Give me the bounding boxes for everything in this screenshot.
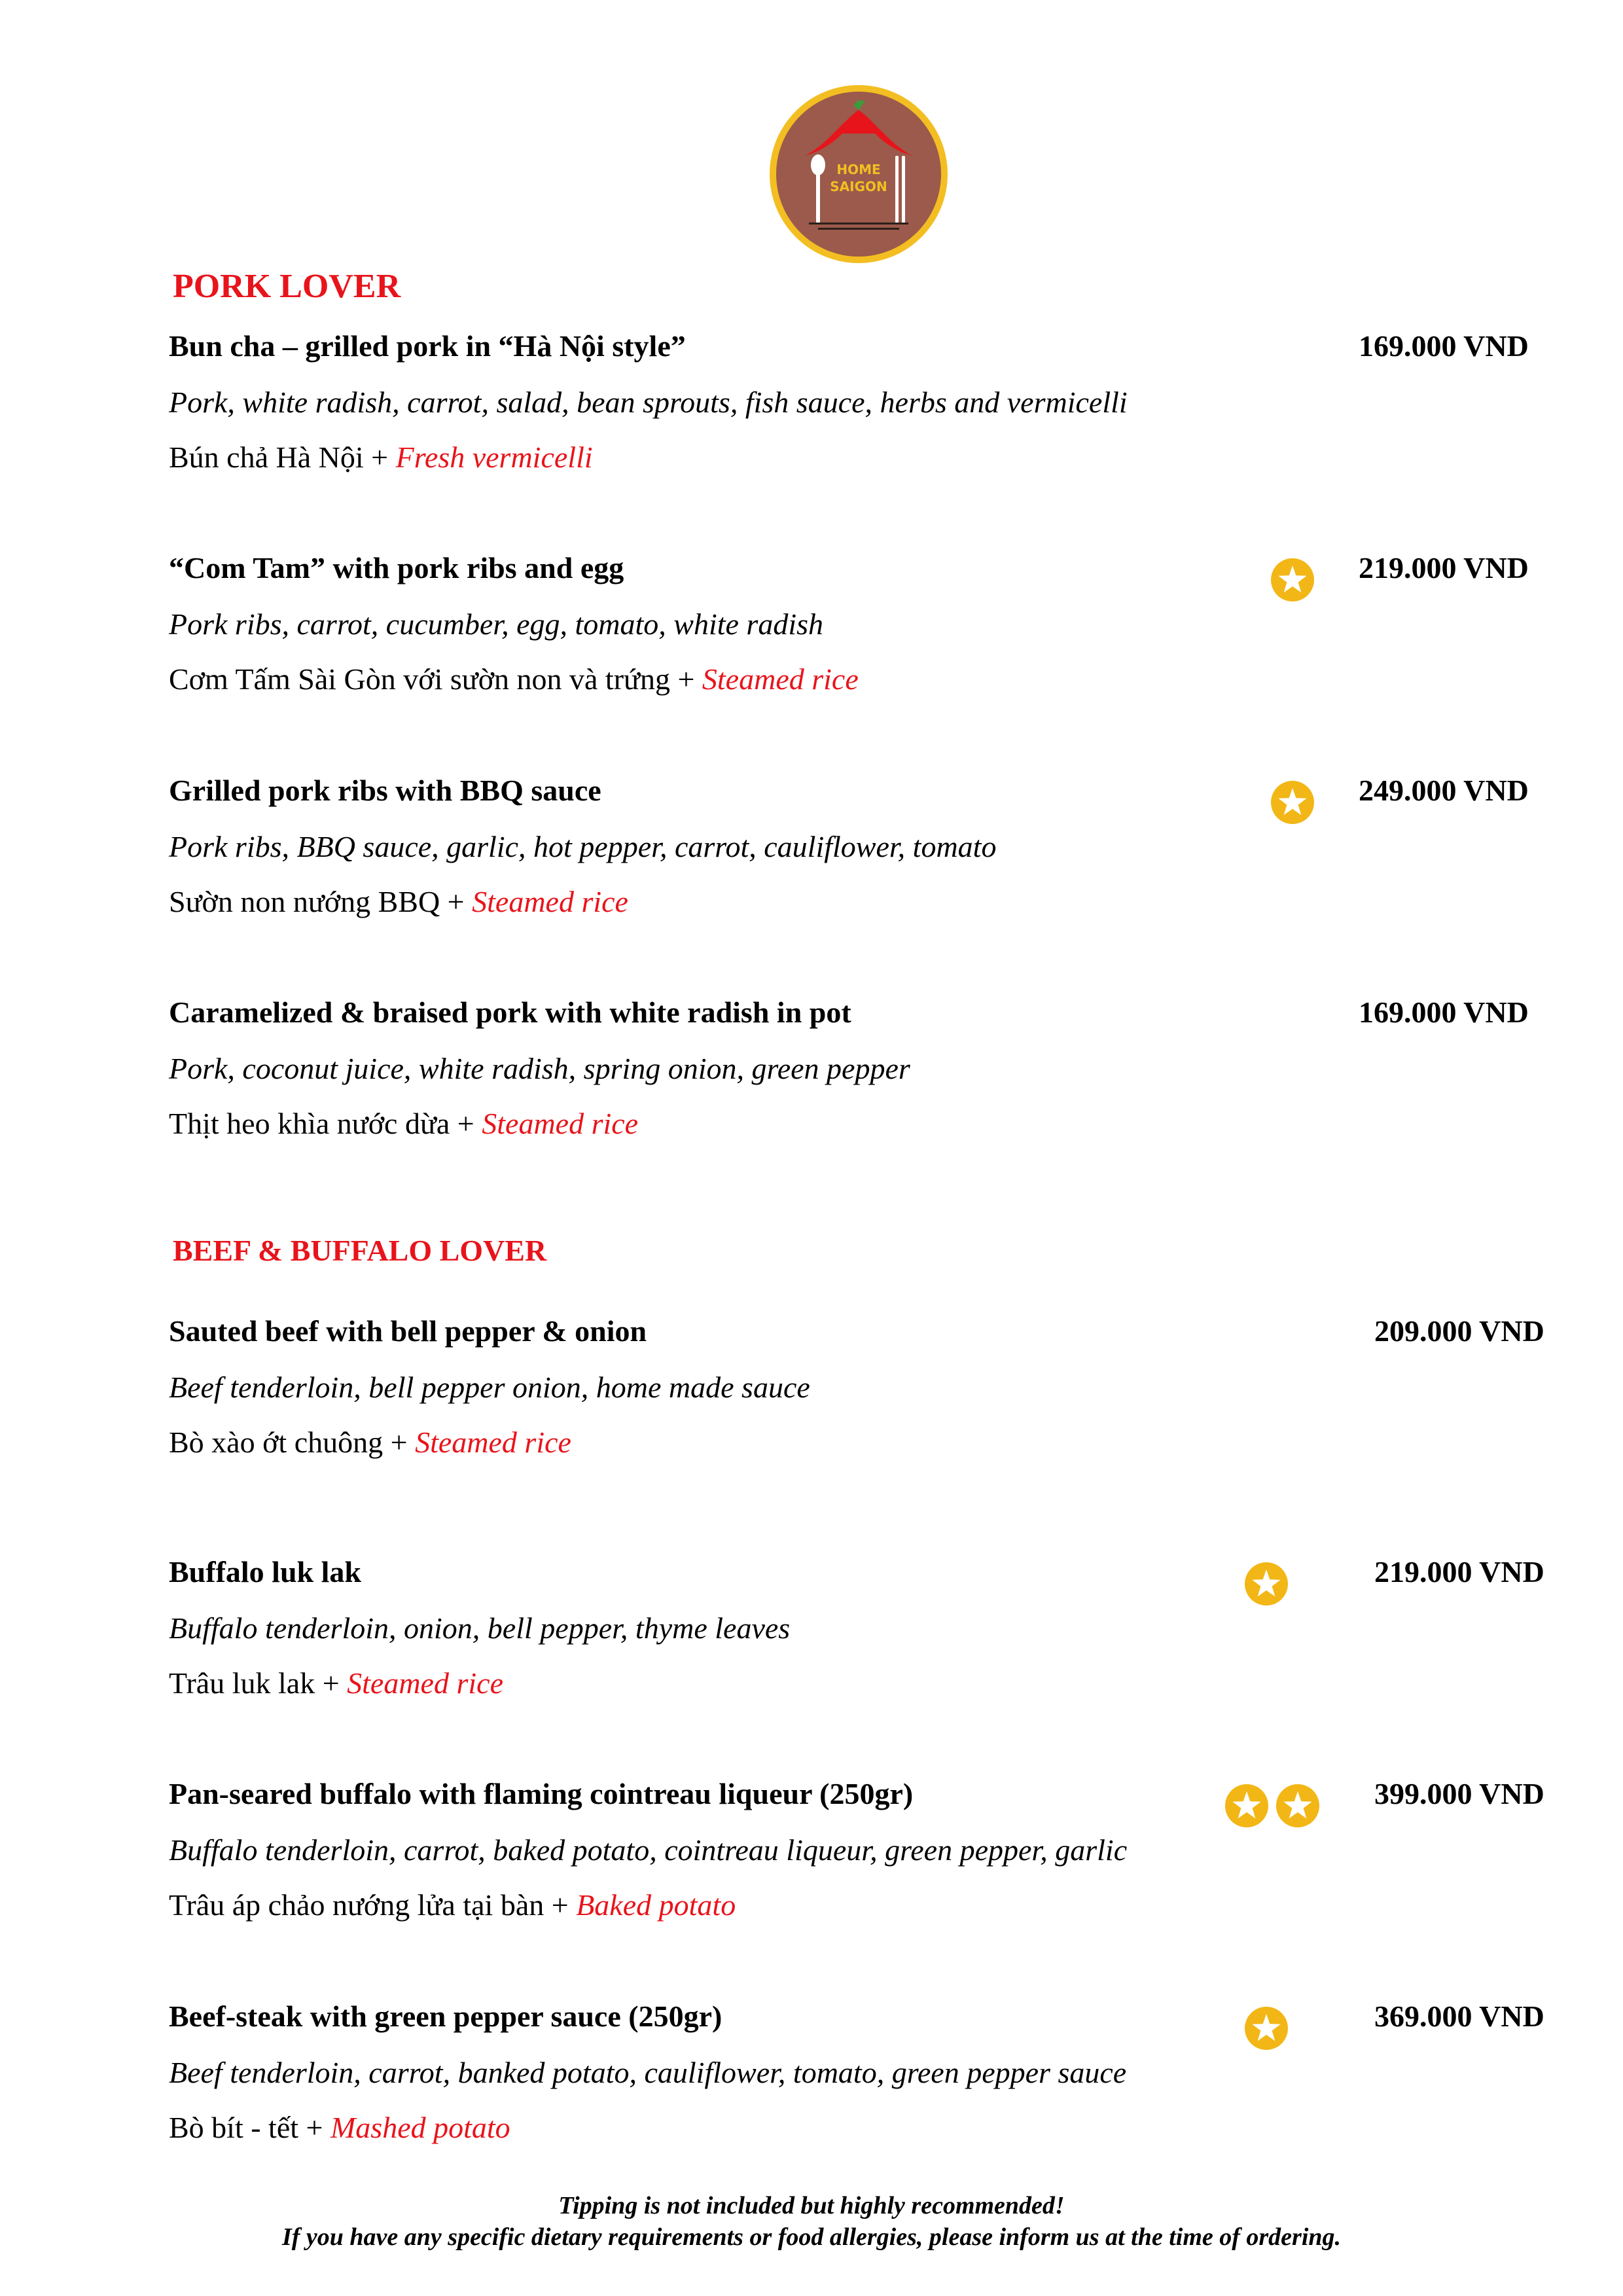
menu-item [169,550,1576,747]
menu-item [169,773,1576,969]
item-vietnamese-name: Trâu luk lak + Steamed rice [169,1666,503,1700]
star-rating [1224,1783,1322,1829]
star-rating [1270,780,1315,825]
item-price: 369.000 VND [1374,2000,1544,2033]
item-side: Fresh vermicelli [395,440,593,474]
star-icon [1243,1561,1289,1607]
item-description: Beef tenderloin, bell pepper onion, home made sauce [169,1371,810,1404]
item-vietnamese-name: Bò xào ớt chuông + Steamed rice [169,1426,571,1459]
item-description: Pork, white radish, carrot, salad, bean sprouts, fish sauce, herbs and vermicelli [169,386,1128,419]
logo-text-home: HOME [836,162,881,177]
logo-text-saigon: SAIGON [830,179,887,194]
item-vietnamese-name: Bò bít - tết + Mashed potato [169,2111,510,2144]
item-description: Buffalo tenderloin, onion, bell pepper, thyme leaves [169,1611,791,1645]
item-description: Buffalo tenderloin, carrot, baked potato, cointreau liqueur, green pepper, garlic [169,1833,1128,1867]
star-rating [1243,1561,1289,1607]
item-side: Steamed rice [347,1666,503,1700]
section-title-pork: PORK LOVER [173,268,401,305]
star-icon [1270,557,1315,603]
item-name: Buffalo luk lak [169,1555,361,1588]
menu-item [169,329,1576,525]
section-title-beef-buffalo: BEEF & BUFFALO LOVER [173,1234,547,1267]
home-saigon-logo [767,82,950,266]
item-price: 219.000 VND [1374,1555,1544,1588]
item-side: Steamed rice [415,1426,571,1459]
star-icon [1270,780,1315,825]
star-icon [1224,1783,1270,1829]
menu-item [169,995,1576,1191]
allergy-note: If you have any specific dietary requirements or food allergies, please inform us at the time of ordering. [281,2223,1342,2251]
star-rating [1270,557,1315,603]
item-name: Caramelized & braised pork with white radish in pot [169,996,851,1029]
item-vietnamese-name: Cơm Tấm Sài Gòn với sườn non và trứng + Steamed rice [169,662,859,696]
item-side: Steamed rice [482,1107,639,1140]
item-price: 169.000 VND [1359,996,1529,1029]
item-description: Pork ribs, carrot, cucumber, egg, tomato, white radish [169,607,824,641]
menu-item [169,1554,1576,1751]
star-rating [1243,2005,1289,2051]
item-name: “Com Tam” with pork ribs and egg [169,551,624,584]
item-vietnamese-name: Thịt heo khìa nước dừa + Steamed rice [169,1107,639,1140]
item-vietnamese-name: Bún chả Hà Nội + Fresh vermicelli [169,440,593,474]
star-icon [1275,1783,1321,1829]
menu-item [169,1999,1576,2195]
item-description: Beef tenderloin, carrot, banked potato, cauliflower, tomato, green pepper sauce [169,2056,1127,2089]
menu-item [169,1776,1576,1973]
item-side: Steamed rice [472,885,628,918]
item-price: 209.000 VND [1374,1314,1544,1348]
item-name: Pan-seared buffalo with flaming cointreau liqueur (250gr) [169,1777,914,1810]
item-price: 249.000 VND [1359,774,1529,807]
tipping-note: Tipping is not included but highly recommended! [558,2192,1065,2219]
star-icon [1243,2005,1289,2051]
item-vietnamese-name: Sườn non nướng BBQ + Steamed rice [169,885,628,918]
item-name: Grilled pork ribs with BBQ sauce [169,774,601,807]
item-price: 399.000 VND [1374,1777,1544,1810]
item-name: Sauted beef with bell pepper & onion [169,1314,647,1348]
item-price: 219.000 VND [1359,551,1529,584]
item-price: 169.000 VND [1359,329,1529,363]
item-side: Mashed potato [330,2111,510,2144]
menu-item [169,1314,1576,1510]
item-name: Beef-steak with green pepper sauce (250gr) [169,2000,722,2033]
item-side: Baked potato [576,1888,736,1922]
item-vietnamese-name: Trâu áp chảo nướng lửa tại bàn + Baked potato [169,1888,736,1922]
item-side: Steamed rice [702,662,859,696]
item-description: Pork ribs, BBQ sauce, garlic, hot pepper, carrot, cauliflower, tomato [169,830,997,863]
footer-notice [0,2190,1623,2253]
item-name: Bun cha – grilled pork in “Hà Nội style” [169,329,686,363]
item-description: Pork, coconut juice, white radish, spring onion, green pepper [169,1052,910,1085]
